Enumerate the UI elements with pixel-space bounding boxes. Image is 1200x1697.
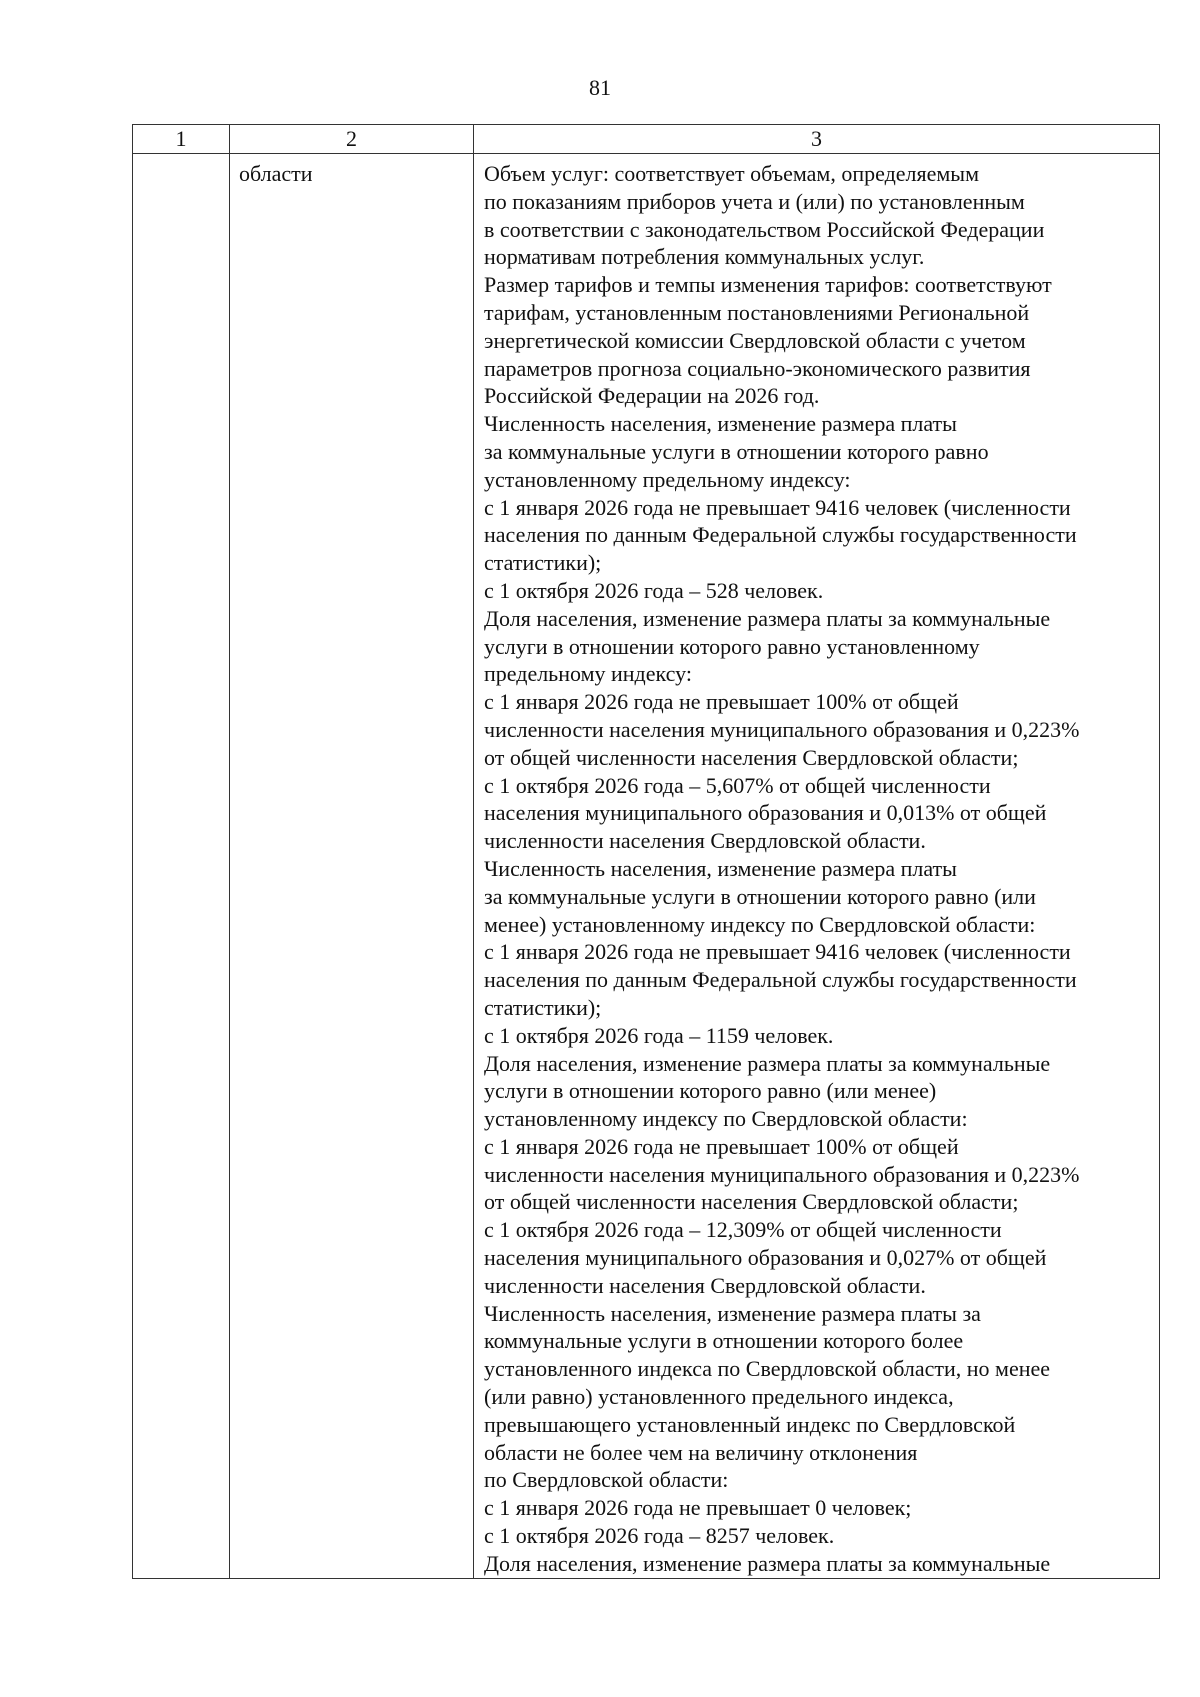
text-line: Доля населения, изменение размера платы за коммунальные <box>484 605 1051 631</box>
text-line: статистики); <box>484 550 602 576</box>
text-line: по показаниям приборов учета и (или) по установленным <box>484 188 1025 214</box>
col2-text: области <box>239 161 313 186</box>
text-line: области не более чем на величину отклонения <box>484 1439 918 1465</box>
text-line: Доля населения, изменение размера платы за коммунальные <box>484 1050 1051 1076</box>
text-line: с 1 октября 2026 года – 1159 человек. <box>484 1022 834 1048</box>
text-line: предельному индексу: <box>484 661 692 687</box>
text-line: численности населения Свердловской области. <box>484 1272 926 1298</box>
table-header-row <box>133 125 1160 154</box>
text-line: с 1 января 2026 года не превышает 100% от общей <box>484 689 959 715</box>
text-line: в соответствии с законодательством Российской Федерации <box>484 216 1045 242</box>
col1-text <box>133 154 229 160</box>
table-row <box>133 154 1160 1579</box>
text-line: от общей численности населения Свердловской области; <box>484 1189 1019 1215</box>
table-cell-col2 <box>230 154 474 1579</box>
table-cell-col3 <box>474 154 1160 1579</box>
text-line: (или равно) установленного предельного индекса, <box>484 1384 954 1410</box>
text-line: Доля населения, изменение размера платы за коммунальные <box>484 1550 1051 1576</box>
text-line: превышающего установленный индекс по Свердловской <box>484 1411 1016 1437</box>
text-line: с 1 октября 2026 года – 8257 человек. <box>484 1523 835 1549</box>
table-cell-col1 <box>133 154 230 1579</box>
text-line: установленному индексу по Свердловской области: <box>484 1106 968 1132</box>
column-header-2: 2 <box>230 125 474 154</box>
text-line: населения по данным Федеральной службы государственности <box>484 522 1077 548</box>
page-number: 81 <box>589 75 611 100</box>
text-line: параметров прогноза социально-экономического развития <box>484 355 1031 381</box>
text-line: численности населения муниципального образования и 0,223% <box>484 1161 1080 1187</box>
text-line: с 1 января 2026 года не превышает 100% от общей <box>484 1133 959 1159</box>
text-line: с 1 января 2026 года не превышает 0 человек; <box>484 1495 912 1521</box>
text-line: населения муниципального образования и 0,013% от общей <box>484 800 1047 826</box>
text-line: Численность населения, изменение размера платы <box>484 411 957 437</box>
text-line: установленному предельному индексу: <box>484 466 851 492</box>
text-line: численности населения Свердловской области. <box>484 828 926 854</box>
text-line: нормативам потребления коммунальных услуг. <box>484 244 925 270</box>
text-line: Российской Федерации на 2026 год. <box>484 383 820 409</box>
document-table <box>132 124 1160 1579</box>
column-header-1: 1 <box>133 125 230 154</box>
text-line: населения муниципального образования и 0,027% от общей <box>484 1245 1047 1271</box>
col3-text-block <box>474 154 1159 1578</box>
text-line: за коммунальные услуги в отношении которого равно (или <box>484 883 1036 909</box>
text-line: Объем услуг: соответствует объемам, определяемым <box>484 161 980 186</box>
text-line: по Свердловской области: <box>484 1467 729 1493</box>
text-line: Численность населения, изменение размера платы <box>484 855 957 881</box>
text-line: энергетической комиссии Свердловской области с учетом <box>484 327 1026 353</box>
text-line: с 1 октября 2026 года – 12,309% от общей численности <box>484 1217 1002 1243</box>
text-line: Численность населения, изменение размера платы за <box>484 1300 981 1326</box>
text-line: тарифам, установленным постановлениями Региональной <box>484 299 1030 325</box>
text-line: коммунальные услуги в отношении которого более <box>484 1328 964 1354</box>
text-line: с 1 октября 2026 года – 5,607% от общей численности <box>484 772 991 798</box>
text-line: с 1 октября 2026 года – 528 человек. <box>484 577 824 603</box>
text-line: от общей численности населения Свердловской области; <box>484 744 1019 770</box>
text-line: услуги в отношении которого равно установленному <box>484 633 980 659</box>
text-line: с 1 января 2026 года не превышает 9416 человек (численности <box>484 494 1071 520</box>
text-line: Размер тарифов и темпы изменения тарифов: соответствуют <box>484 272 1052 298</box>
text-line: установленного индекса по Свердловской области, но менее <box>484 1356 1051 1382</box>
text-line: с 1 января 2026 года не превышает 9416 человек (численности <box>484 939 1071 965</box>
text-line: услуги в отношении которого равно (или менее) <box>484 1078 937 1104</box>
text-line: статистики); <box>484 994 602 1020</box>
text-line: численности населения муниципального образования и 0,223% <box>484 716 1080 742</box>
text-line: менее) установленному индексу по Свердловской области: <box>484 911 1036 937</box>
text-line: населения по данным Федеральной службы государственности <box>484 967 1077 993</box>
text-line: за коммунальные услуги в отношении которого равно <box>484 438 989 464</box>
column-header-3: 3 <box>474 125 1160 154</box>
